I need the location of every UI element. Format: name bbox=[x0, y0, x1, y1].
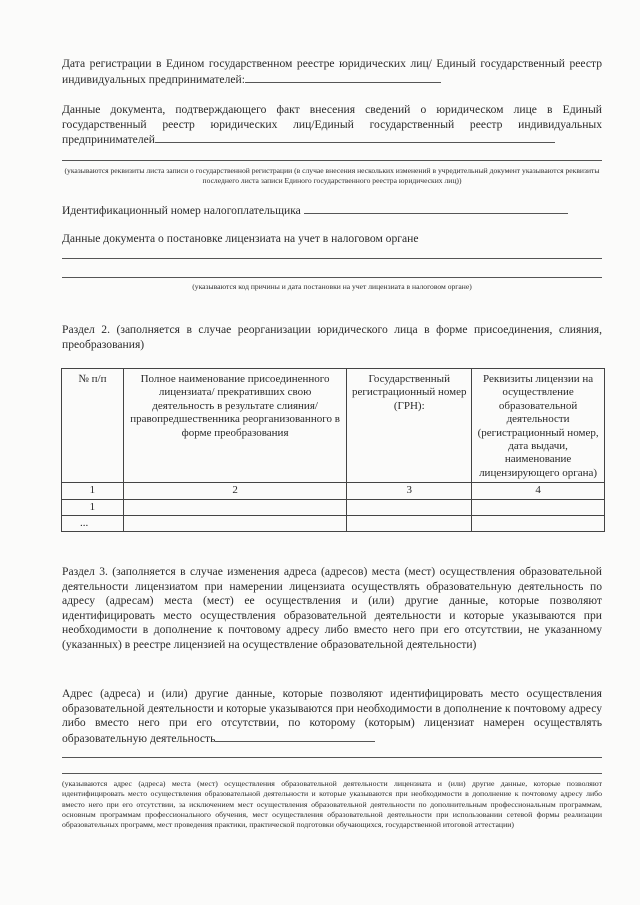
egrul-document-line[interactable] bbox=[62, 160, 602, 161]
tax-document-note: (указываются код причины и дата постановки на учет лицензиата в налоговом органе) bbox=[192, 282, 472, 291]
grn-cell[interactable] bbox=[347, 516, 472, 532]
table-row bbox=[62, 499, 605, 515]
license-details-cell[interactable] bbox=[472, 499, 605, 515]
registration-date-field[interactable] bbox=[245, 72, 441, 83]
inn-field[interactable] bbox=[304, 203, 568, 214]
tax-document-note-block bbox=[62, 282, 602, 292]
registration-block bbox=[62, 57, 602, 87]
row-number-cell: ... bbox=[62, 516, 124, 532]
address-label: Адрес (адреса) и (или) другие данные, которые позволяют идентифицировать место осуществления образовательной деятельности и которые указываются при необходимости в дополнение к почтовому адресу либо вместо него при его отсутствии, по которому (которым) лицензиат намерен осуществлять образовательную деятельность bbox=[62, 687, 602, 745]
section3-heading-block bbox=[62, 565, 602, 652]
column-number-cell: 3 bbox=[347, 483, 472, 499]
address-line-1[interactable] bbox=[62, 757, 602, 758]
license-details-cell[interactable] bbox=[472, 516, 605, 532]
tax-document-line-1[interactable] bbox=[62, 258, 602, 259]
full-name-cell[interactable] bbox=[123, 516, 346, 532]
tax-document-label: Данные документа о постановке лицензиата на учет в налоговом органе bbox=[62, 232, 419, 245]
full-name-cell[interactable] bbox=[123, 499, 346, 515]
address-note: (указываются адрес (адреса) места (мест) осуществления образовательной деятельности лицензиата и (или) другие данные, которые позволяют идентифицировать место осуществления образовательной деятельности и которые указываются при необходимости в дополнение к почтовому адресу либо вместо него при его отсутствии, за исключением мест осуществления образовательной деятельности по дополнительным профессиональным программам, основным программам профессионального обучения, мест осуществления образовательной деятельности при использовании сетевой формы реализации образовательных программ, мест проведения практики, практической подготовки обучающихся, государственной итоговой аттестации) bbox=[62, 779, 602, 830]
egrul-document-block bbox=[62, 103, 602, 148]
registration-label: Дата регистрации в Едином государственном реестре юридических лиц/ Единый государственный реестр индивидуальных предпринимателей: bbox=[62, 57, 602, 86]
table-header-row bbox=[62, 369, 605, 483]
inn-block bbox=[62, 203, 602, 219]
egrul-document-field[interactable] bbox=[155, 132, 555, 143]
column-header-number: № п/п bbox=[62, 369, 124, 483]
section3-heading: Раздел 3. (заполняется в случае изменения адреса (адресов) места (мест) осуществления образовательной деятельности лицензиатом при намерении лицензиата осуществлять образовательную деятельность по адресу (адресам) места (мест) ее осуществления и (или) другие данные, которые позволяют идентифицировать место осуществления образовательной деятельности и которые указываются при необходимости в дополнение к почтовому адресу либо вместо него при его отсутствии, не указанному (указанных) в реестре лицензией на осуществление образовательной деятельности) bbox=[62, 565, 602, 651]
column-number-cell: 1 bbox=[62, 483, 124, 499]
inn-label: Идентификационный номер налогоплательщика bbox=[62, 204, 301, 217]
egrul-document-label: Данные документа, подтверждающего факт внесения сведений о юридическом лице в Единый государственный реестр юридических лиц/Единый государственный реестр индивидуальных предпринимателей bbox=[62, 103, 602, 146]
column-number-cell: 2 bbox=[123, 483, 346, 499]
column-header-grn: Государственный регистрационный номер (ГРН): bbox=[347, 369, 472, 483]
egrul-document-note-block bbox=[62, 166, 602, 186]
address-note-block bbox=[62, 779, 602, 830]
grn-cell[interactable] bbox=[347, 499, 472, 515]
address-line-2[interactable] bbox=[62, 773, 602, 774]
address-block bbox=[62, 687, 602, 746]
section2-heading: Раздел 2. (заполняется в случае реорганизации юридического лица в форме присоединения, слияния, преобразования) bbox=[62, 323, 602, 351]
column-header-full-name: Полное наименование присоединенного лицензиата/ прекративших свою деятельность в результате слияния/ правопредшественника реорганизованного в форме преобразования bbox=[123, 369, 346, 483]
table-row bbox=[62, 516, 605, 532]
column-header-license-details: Реквизиты лицензии на осуществление образовательной деятельности (регистрационный номер, дата выдачи, наименование лицензирующего органа) bbox=[472, 369, 605, 483]
column-number-cell: 4 bbox=[472, 483, 605, 499]
table-numbering-row bbox=[62, 483, 605, 499]
section2-heading-block bbox=[62, 323, 602, 352]
row-number-cell: 1 bbox=[62, 499, 124, 515]
egrul-document-note: (указываются реквизиты листа записи о государственной регистрации (в случае внесения нескольких изменений в учредительный документ указываются реквизиты последнего листа записи Единого государственного реестра юридических лиц)) bbox=[64, 166, 600, 185]
tax-document-block bbox=[62, 232, 602, 247]
address-field[interactable] bbox=[215, 731, 375, 742]
tax-document-line-2[interactable] bbox=[62, 277, 602, 278]
reorganization-table bbox=[61, 368, 605, 532]
